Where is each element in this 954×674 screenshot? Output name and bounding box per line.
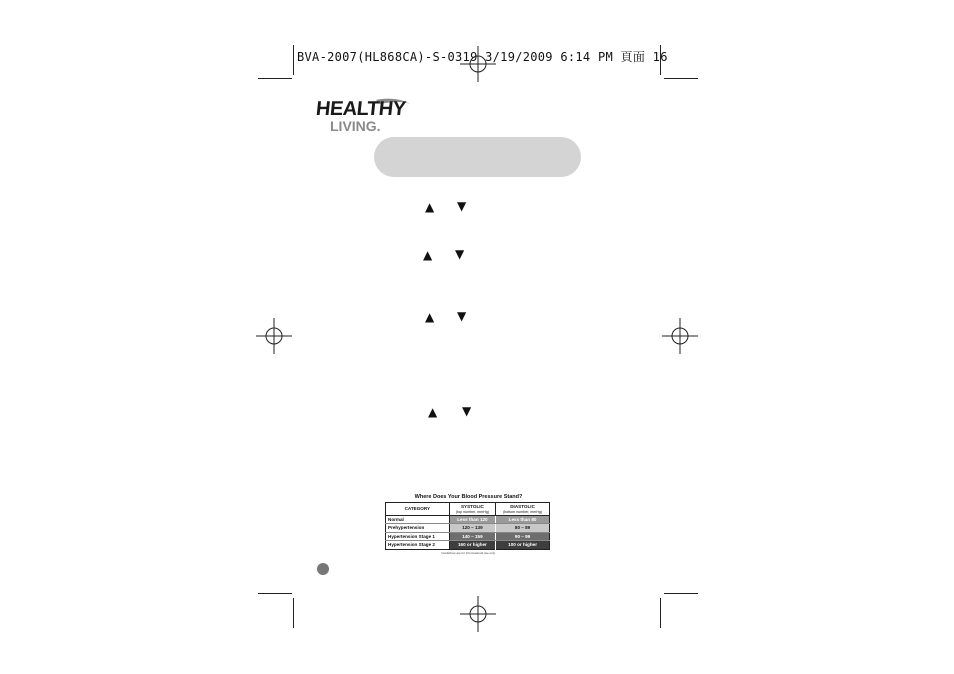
crop-mark-bottom-right-v [660, 598, 661, 628]
bp-row-category: Hypertension Stage 2 [386, 541, 450, 550]
bp-row-diastolic: Less than 80 [496, 515, 550, 524]
bp-row-category: Prehypertension [386, 524, 450, 533]
crop-mark-top-right-h [664, 78, 698, 79]
crop-mark-top-left-v [293, 45, 294, 75]
table-row [386, 515, 550, 524]
table-row [386, 541, 550, 550]
crop-mark-bottom-right-h [664, 593, 698, 594]
bp-row-diastolic: 90 – 99 [496, 532, 550, 541]
down-arrow-icon: ▼ [457, 199, 467, 213]
bp-header-diastolic-label: DIASTOLIC [510, 504, 535, 509]
bp-header-systolic [449, 503, 495, 516]
section-title-bar [374, 137, 581, 177]
up-arrow-icon: ▲ [428, 405, 438, 419]
bp-row-category: Hypertension Stage 1 [386, 532, 450, 541]
bp-header-systolic-label: SYSTOLIC [460, 504, 484, 509]
bp-header-diastolic-sub: (bottom number, mmHg) [503, 509, 543, 514]
arrow-pair-3 [425, 310, 475, 324]
down-arrow-icon: ▼ [462, 404, 472, 418]
table-row [386, 524, 550, 533]
bp-row-systolic: Less than 120 [449, 515, 495, 524]
bp-row-diastolic: 100 or higher [496, 541, 550, 550]
page-marker-dot [317, 563, 329, 575]
healthy-living-logo [316, 98, 416, 138]
bp-header-category [386, 503, 450, 516]
bp-header-systolic-sub: (top number, mmHg) [455, 509, 489, 514]
arrow-pair-2 [423, 248, 473, 262]
bp-row-systolic: 160 or higher [449, 541, 495, 550]
crop-mark-bottom-left-v [293, 598, 294, 628]
registration-mark-top-icon [460, 46, 496, 82]
bp-header-diastolic [496, 503, 550, 516]
bp-row-systolic: 120 – 139 [449, 524, 495, 533]
bp-row-diastolic: 80 – 89 [496, 524, 550, 533]
bp-row-systolic: 140 – 159 [449, 532, 495, 541]
registration-mark-right-icon [662, 318, 698, 354]
table-row [386, 532, 550, 541]
bp-row-category: Normal [386, 515, 450, 524]
bp-table-header-row [386, 503, 550, 516]
bp-header-category-label: CATEGORY [404, 506, 431, 511]
bp-table-title: Where Does Your Blood Pressure Stand? [414, 494, 523, 500]
crop-mark-bottom-left-h [258, 593, 292, 594]
blood-pressure-table [385, 493, 552, 555]
up-arrow-icon: ▲ [425, 200, 435, 214]
down-arrow-icon: ▼ [457, 309, 467, 323]
registration-mark-bottom-icon [460, 596, 496, 632]
print-slug-line: BVA-2007(HL868CA)-S-0319 3/19/2009 6:14 PM 頁面 16 [297, 50, 668, 64]
up-arrow-icon: ▲ [425, 310, 435, 324]
registration-mark-left-icon [256, 318, 292, 354]
logo-text-living: LIVING. [330, 118, 381, 134]
arrow-pair-1 [425, 200, 475, 214]
up-arrow-icon: ▲ [423, 248, 433, 262]
logo-text-healthy: HEALTHY [314, 98, 407, 120]
bp-table-footnote: Guidelines are for informational use only. [441, 550, 496, 555]
crop-mark-top-left-h [258, 78, 292, 79]
arrow-pair-4 [428, 405, 478, 419]
bp-table-grid [385, 502, 550, 550]
down-arrow-icon: ▼ [455, 247, 465, 261]
